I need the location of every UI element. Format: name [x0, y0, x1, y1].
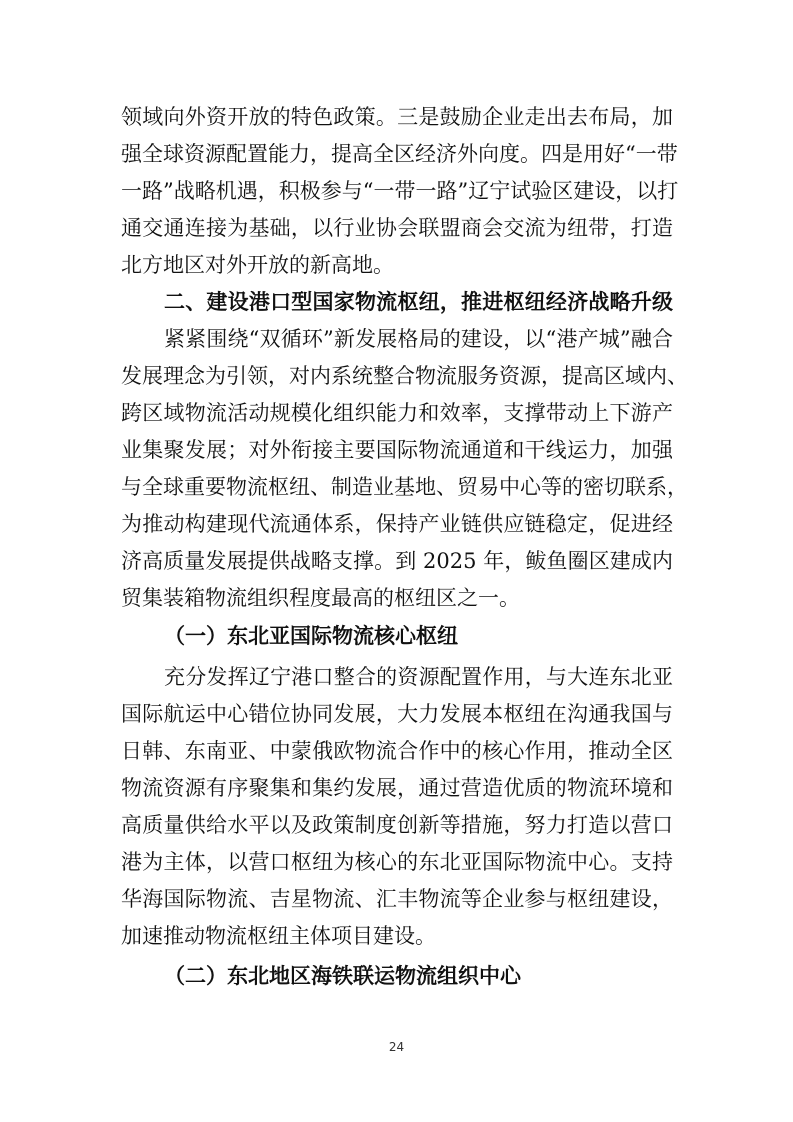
text-line: 日韩、东南亚、中蒙俄欧物流合作中的核心作用，推动全区 [121, 739, 673, 763]
text-line: 贸集装箱物流组织程度最高的枢纽区之一。 [121, 586, 520, 610]
text-line: 高质量供给水平以及政策制度创新等措施，努力打造以营口 [121, 813, 673, 837]
page-number: 24 [388, 1040, 405, 1054]
text-line: 与全球重要物流枢纽、制造业基地、贸易中心等的密切联系， [121, 475, 688, 499]
text-line: 物流资源有序聚集和集约发展，通过营造优质的物流环境和 [121, 776, 673, 800]
text-line: 发展理念为引领，对内系统整合物流服务资源，提高区域内、 [121, 364, 688, 388]
text-line: 北方地区对外开放的新高地。 [121, 253, 394, 277]
text-line: 华海国际物流、吉星物流、汇丰物流等企业参与枢纽建设， [121, 887, 673, 911]
text-line: 加速推动物流枢纽主体项目建设。 [121, 924, 436, 948]
subsection-heading: （二）东北地区海铁联运物流组织中心 [164, 963, 521, 988]
text-line: 国际航运中心错位协同发展，大力发展本枢纽在沟通我国与 [121, 702, 673, 726]
text-line: 通交通连接为基础，以行业协会联盟商会交流为纽带，打造 [121, 216, 673, 240]
text-line: 强全球资源配置能力，提高全区经济外向度。四是用好“一带 [121, 142, 678, 166]
subsection-heading: （一）东北亚国际物流核心枢纽 [164, 623, 458, 648]
text-line: 为推动构建现代流通体系，保持产业链供应链稳定，促进经 [121, 512, 673, 536]
text-line: 济高质量发展提供战略支撑。到 2025 年，鲅鱼圈区建成内 [121, 549, 673, 573]
text-line: 充分发挥辽宁港口整合的资源配置作用，与大连东北亚 [164, 665, 673, 689]
text-line: 港为主体，以营口枢纽为核心的东北亚国际物流中心。支持 [121, 850, 673, 874]
section-heading: 二、建设港口型国家物流枢纽，推进枢纽经济战略升级 [164, 289, 673, 314]
text-line: 跨区域物流活动规模化组织能力和效率，支撑带动上下游产 [121, 401, 673, 425]
text-line: 紧紧围绕“双循环”新发展格局的建设，以“港产城”融合 [164, 327, 673, 351]
text-line: 业集聚发展；对外衔接主要国际物流通道和干线运力，加强 [121, 438, 673, 462]
text-line: 一路”战略机遇，积极参与“一带一路”辽宁试验区建设，以打 [121, 179, 679, 203]
text-line: 领域向外资开放的特色政策。三是鼓励企业走出去布局，加 [121, 105, 673, 129]
